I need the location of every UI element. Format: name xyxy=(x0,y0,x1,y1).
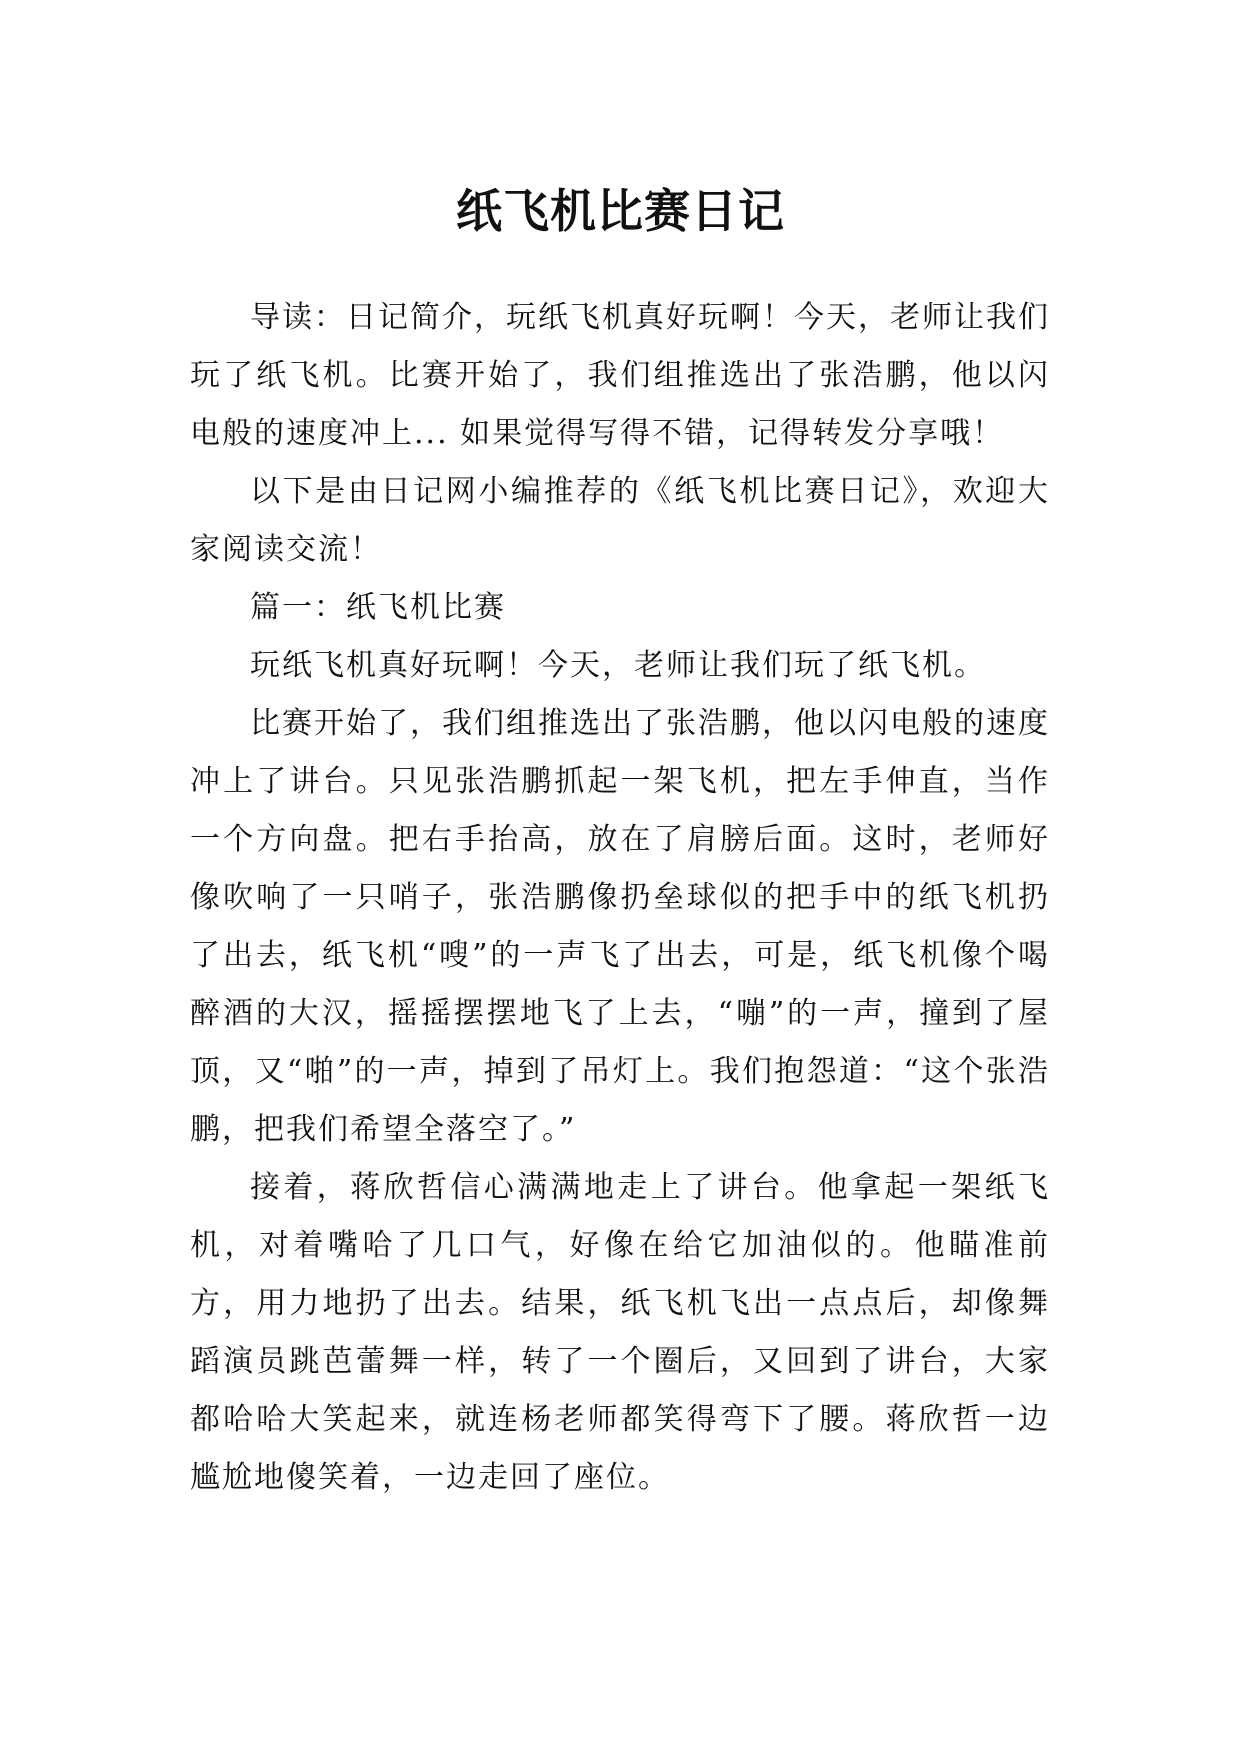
document-body xyxy=(190,289,1050,1507)
paragraph-first-throw: 比赛开始了，我们组推选出了张浩鹏，他以闪电般的速度冲上了讲台。只见张浩鹏抓起一架飞机，把左手伸直，当作一个方向盘。把右手抬高，放在了肩膀后面。这时，老师好像吹响了一只哨子，张浩鹏像扔垒球似的把手中的纸飞机扔了出去，纸飞机“嗖”的一声飞了出去，可是，纸飞机像个喝醉酒的大汉，摇摇摆摆地飞了上去，“嘣”的一声，撞到了屋顶，又“啪”的一声，掉到了吊灯上。我们抱怨道：“这个张浩鹏，把我们希望全落空了。” xyxy=(190,706,1050,1147)
paragraph-opening: 玩纸飞机真好玩啊！今天，老师让我们玩了纸飞机。 xyxy=(250,648,986,683)
paragraph-second-throw: 接着，蒋欣哲信心满满地走上了讲台。他拿起一架纸飞机，对着嘴哈了几口气，好像在给它加油似的。他瞄准前方，用力地扔了出去。结果，纸飞机飞出一点点后，却像舞蹈演员跳芭蕾舞一样，转了一个圈后，又回到了讲台，大家都哈哈大笑起来，就连杨老师都笑得弯下了腰。蒋欣哲一边尴尬地傻笑着，一边走回了座位。 xyxy=(190,1170,1050,1495)
section-heading: 篇一：纸飞机比赛 xyxy=(250,590,506,625)
paragraph-recommendation: 以下是由日记网小编推荐的《纸飞机比赛日记》，欢迎大家阅读交流！ xyxy=(190,474,1050,567)
document-title: 纸飞机比赛日记 xyxy=(456,183,785,238)
paragraph-intro: 导读：日记简介，玩纸飞机真好玩啊！今天，老师让我们玩了纸飞机。比赛开始了，我们组推选出了张浩鹏，他以闪电般的速度冲上... 如果觉得写得不错，记得转发分享哦！ xyxy=(190,300,1050,451)
